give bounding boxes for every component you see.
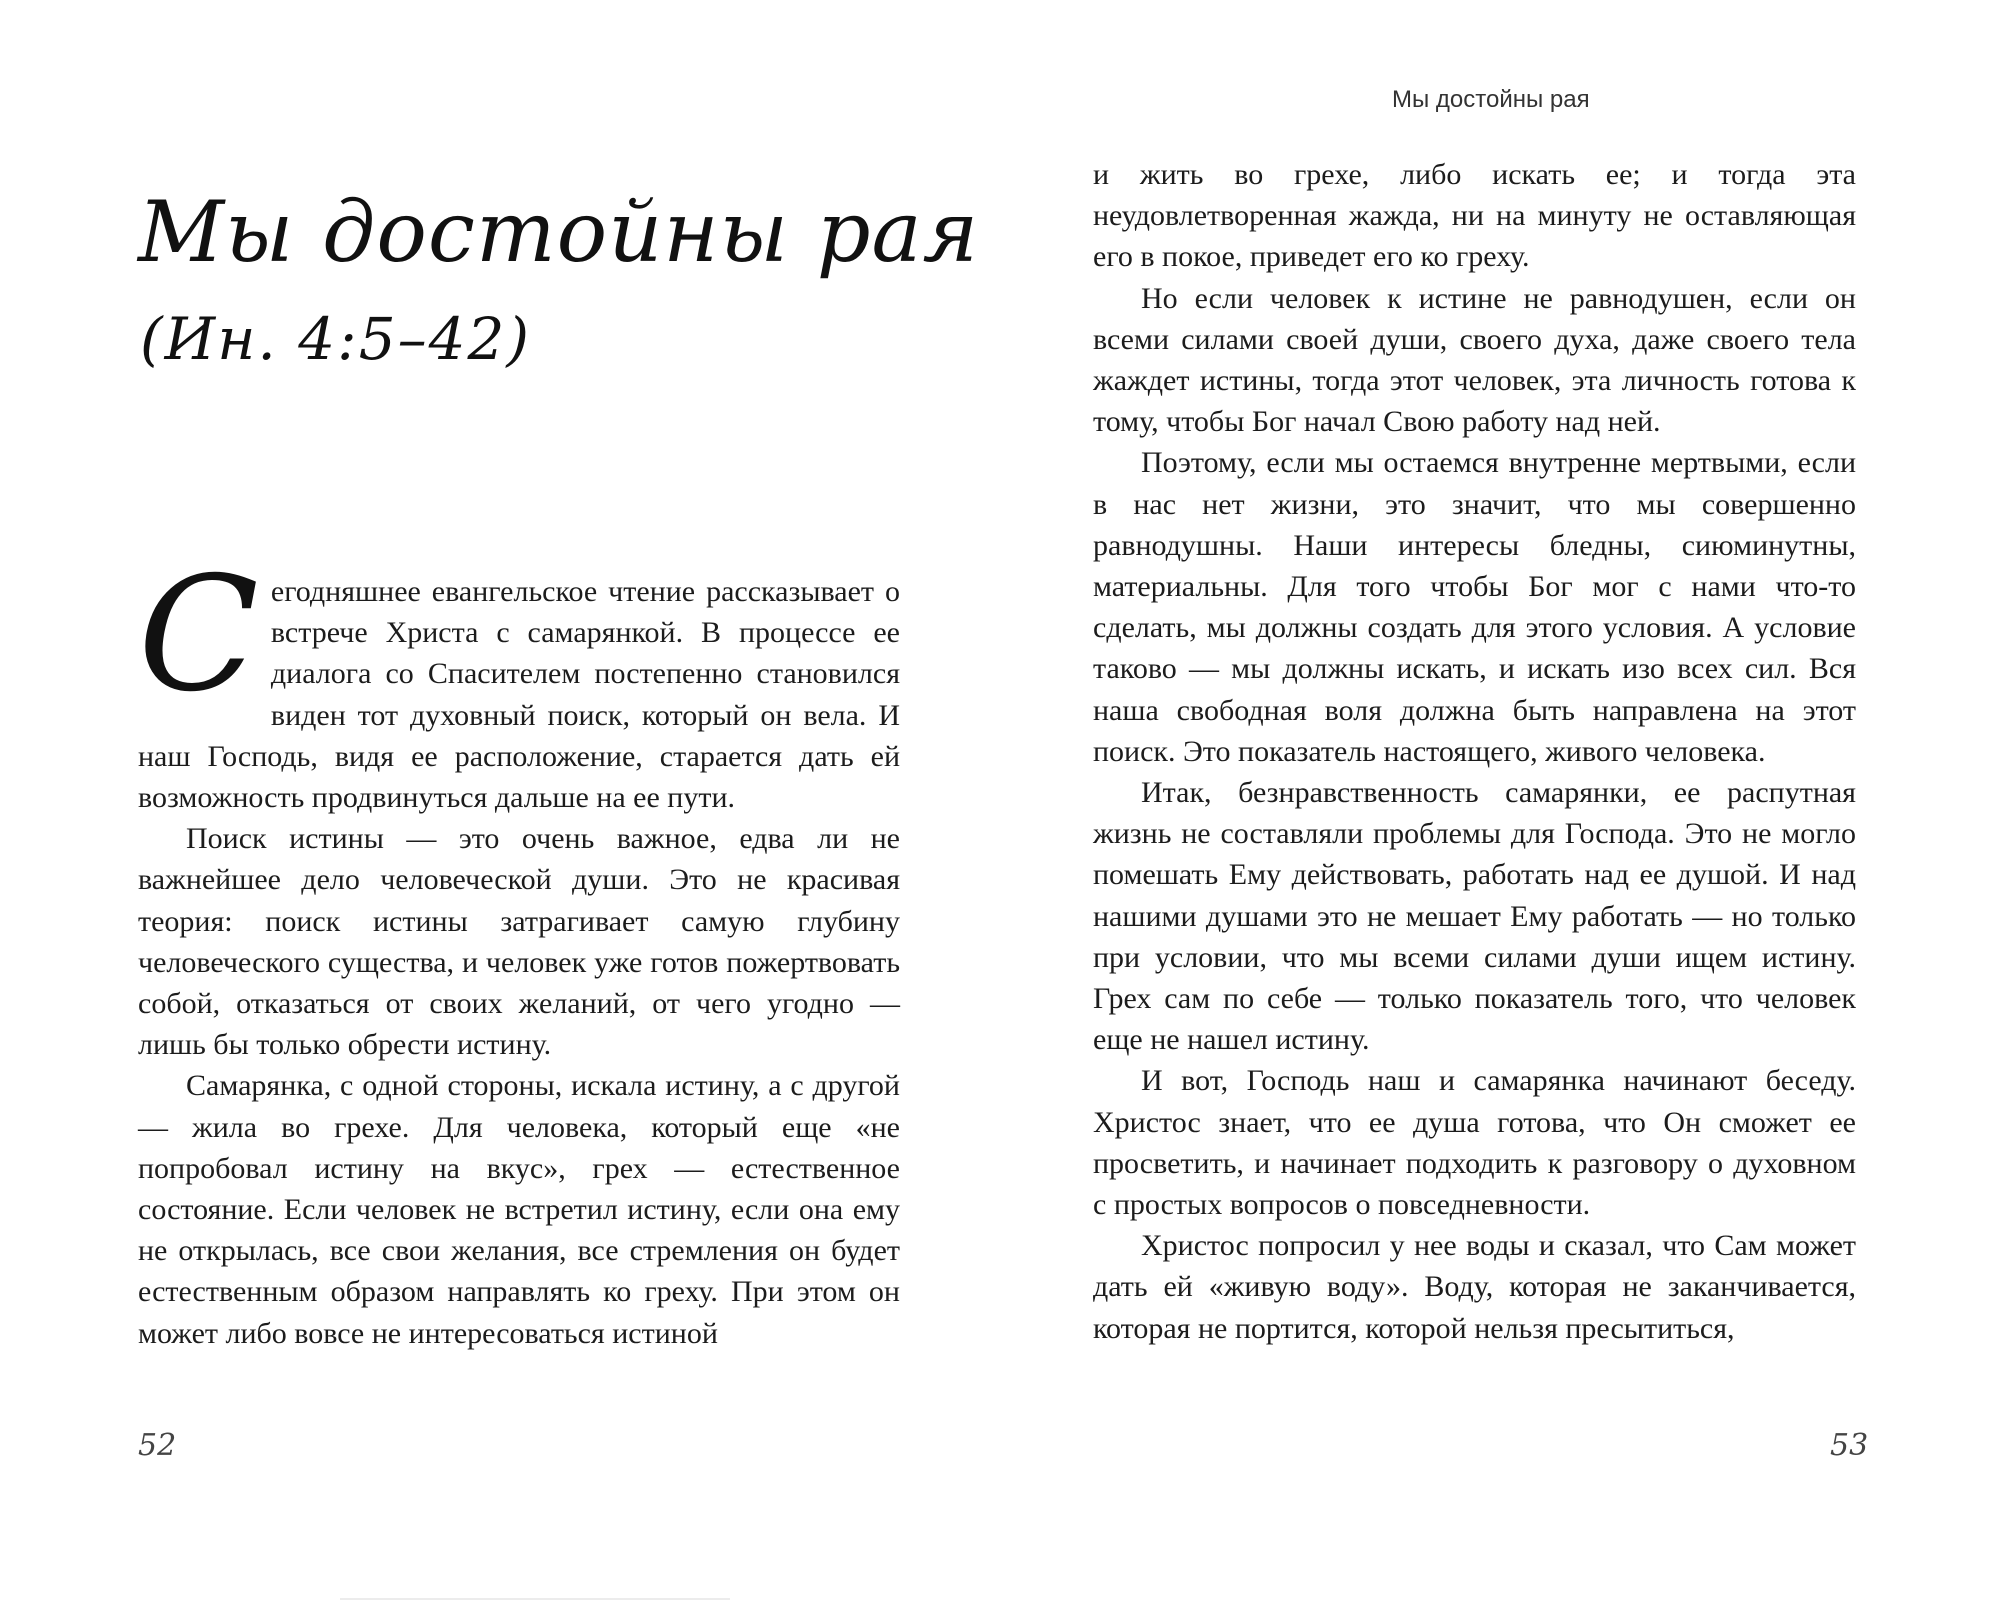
drop-cap: С <box>138 543 259 727</box>
chapter-subtitle: (Ин. 4:5–42) <box>140 305 532 373</box>
paragraph: И вот, Господь наш и самарянка начинают беседу. Христос знает, что ее душа готова, что Он сможет ее просветить, и начинает подходить к разговору о духовном с простых вопросов о повседневности. <box>1093 1064 1856 1222</box>
chapter-title: Мы достойны рая <box>138 183 980 281</box>
first-paragraph-text: егодняшнее евангельское чтение рассказывает о встрече Христа с самарянкой. В процессе ее диалога со Спасителем постепенно становился виден тот духовный поиск, который он вела. И наш Господь, видя ее расположение, старается дать ей возможность продвинуться дальше на ее пути. <box>138 575 900 815</box>
paragraph: Итак, безнравственность самарянки, ее распутная жизнь не составляли проблемы для Господа. Это не могло помешать Ему действовать, работать над ее душой. И над нашими душами это не мешает Ему работать — но только при условии, что мы всеми силами души ищем истину. Грех сам по себе — только показатель того, что человек еще не нашел истину. <box>1093 776 1856 1057</box>
paragraph: Поиск истины — это очень важное, едва ли не важнейшее дело человеческой души. Это не красивая теория: поиск истины затрагивает самую глубину человеческого существа, и человек уже готов пожертвовать собой, отказаться от своих желаний, от чего угодно — лишь бы только обрести истину. <box>138 822 900 1062</box>
first-paragraph <box>138 543 900 818</box>
left-body-text <box>138 543 900 1354</box>
paragraph: Поэтому, если мы остаемся внутренне мертвыми, если в нас нет жизни, это значит, что мы совершенно равнодушны. Наши интересы бледны, сиюминутны, материальны. Для того чтобы Бог мог с нами что-то сделать, мы должны создать для этого условия. А условие таково — мы должны искать, и искать изо всех сил. Вся наша свободная воля должна быть направлена на этот поиск. Это показатель настоящего, живого человека. <box>1093 446 1856 768</box>
paragraph: Христос попросил у нее воды и сказал, что Сам может дать ей «живую воду». Воду, которая не заканчивается, которая не портится, которой нельзя пресытиться, <box>1093 1229 1856 1345</box>
bottom-divider <box>340 1598 730 1600</box>
continuation-paragraph: и жить во грехе, либо искать ее; и тогда эта неудовлетворенная жажда, ни на минуту не оставляющая его в покое, приведет его ко греху. <box>1093 158 1856 274</box>
page-number-right: 53 <box>1830 1428 1869 1463</box>
running-head: Мы достойны рая <box>1392 86 1590 113</box>
paragraph: Самарянка, с одной стороны, искала истину, а с другой — жила во грехе. Для человека, который еще «не попробовал истину на вкус», грех — естественное состояние. Если человек не встретил истину, если она ему не открылась, все свои желания, все стремления он будет естественным образом направлять ко греху. При этом он может либо вовсе не интересоваться истиной <box>138 1069 900 1350</box>
paragraph: Но если человек к истине не равнодушен, если он всеми силами своей души, своего духа, даже своего тела жаждет истины, тогда этот человек, эта личность готова к тому, чтобы Бог начал Свою работу над ней. <box>1093 281 1856 439</box>
right-body-text <box>1093 154 1856 1349</box>
page-number-left: 52 <box>138 1428 177 1463</box>
